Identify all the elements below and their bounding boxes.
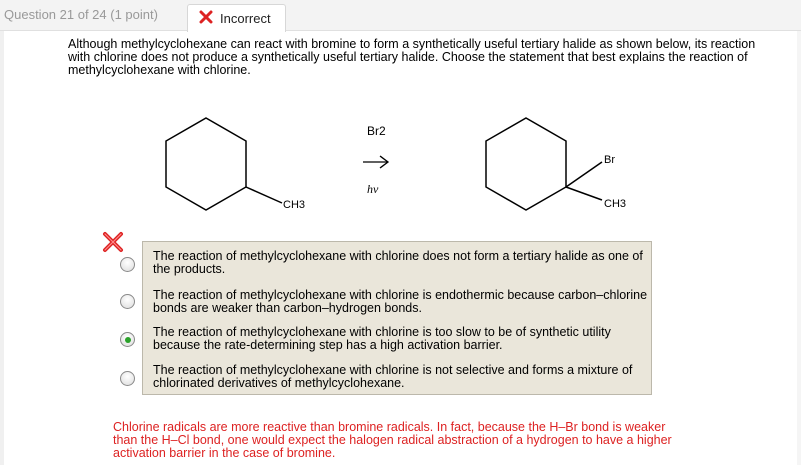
answer-radio-2[interactable]	[120, 294, 135, 309]
answer-option-1[interactable]: The reaction of methylcyclohexane with chlorine does not form a tertiary halide as one of the products.	[153, 249, 643, 276]
reactant-ch3-label: CH3	[283, 199, 306, 211]
product-br-label: Br	[604, 154, 615, 166]
reagent-bromine: Br2	[367, 124, 386, 138]
answer-radio-1[interactable]	[120, 257, 135, 272]
product-bromine-bond	[566, 162, 602, 187]
product-ring	[486, 118, 566, 210]
answer-option-3[interactable]: The reaction of methylcyclohexane with chlorine is too slow to be of synthetic utility because the rate-determining step has a high activation barrier.	[153, 325, 611, 352]
question-title: Question 21 of 24 (1 point)	[4, 7, 158, 22]
incorrect-label: Incorrect	[220, 11, 271, 26]
wrong-answer-mark-icon	[101, 231, 125, 258]
reactant-ring	[166, 118, 246, 210]
reaction-arrow	[363, 156, 388, 168]
reagent-light: hν	[367, 182, 379, 196]
answer-radio-4[interactable]	[120, 371, 135, 386]
answer-option-4[interactable]: The reaction of methylcyclohexane with chlorine is not selective and forms a mixture of chlorinated derivatives of methylcyclohexane.	[153, 363, 633, 390]
answer-option-2[interactable]: The reaction of methylcyclohexane with chlorine is endothermic because carbon–chlorine bonds are weaker than carbon–hydrogen bonds.	[153, 288, 648, 315]
question-text: Although methylcyclohexane can react with bromine to form a synthetically useful tertiary halide as shown below, its reaction with chlorine does not produce a synthetically useful tertiary halide. Choose the statement that best explains the reaction of methylcyclohexane with chlorine.	[68, 37, 756, 77]
reactant-methyl-bond	[246, 187, 282, 203]
product-methyl-bond	[566, 187, 602, 200]
product-ch3-label: CH3	[604, 198, 627, 210]
feedback-text: Chlorine radicals are more reactive than bromine radicals. In fact, because the H–Br bond is weaker than the H–Cl bond, one would expect the halogen radical abstraction of a hydrogen to have a higher activation barrier in the case of bromine.	[113, 420, 672, 460]
answer-radio-3-selected[interactable]	[120, 332, 135, 347]
